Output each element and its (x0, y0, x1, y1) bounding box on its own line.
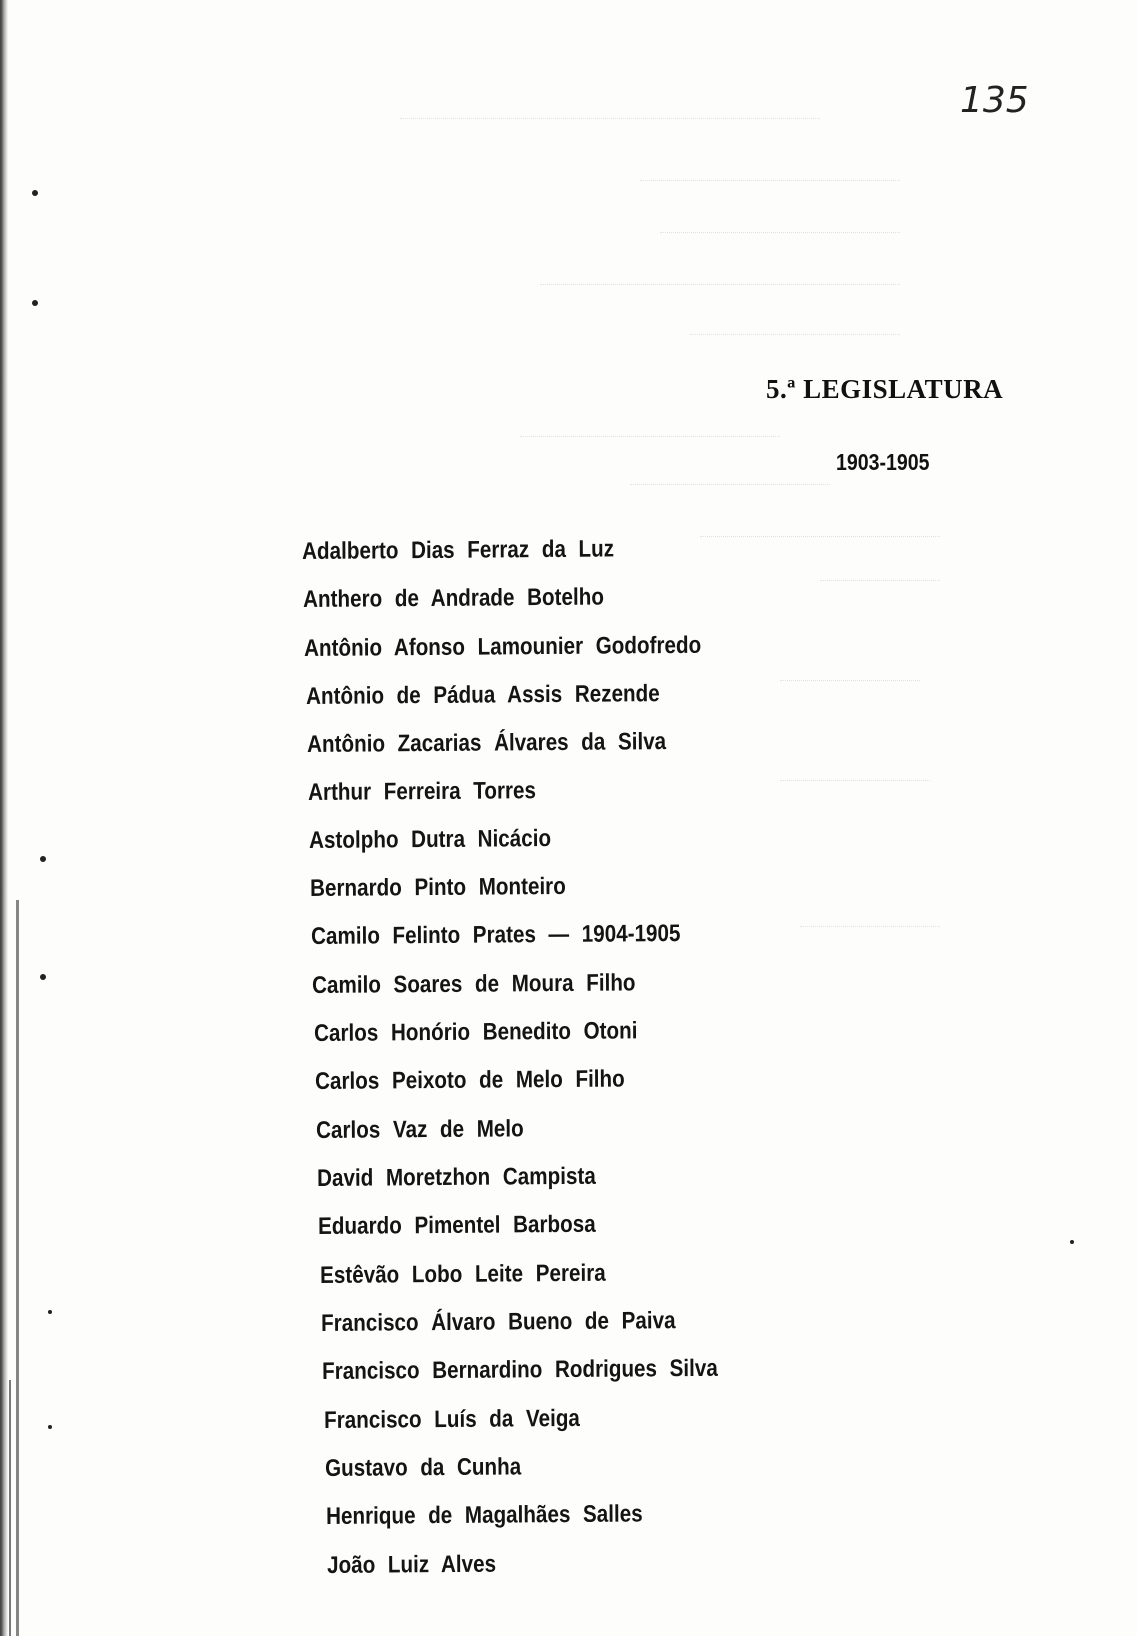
deputy-name: Henrique de Magalhães Salles (326, 1500, 643, 1530)
show-through-smudge (780, 780, 930, 795)
deputy-name: Francisco Bernardino Rodrigues Silva (322, 1354, 718, 1385)
deputy-name: Bernardo Pinto Monteiro (310, 872, 566, 902)
deputy-name: Eduardo Pimentel Barbosa (318, 1210, 596, 1240)
show-through-smudge (700, 536, 940, 551)
scan-speck (40, 856, 46, 862)
scan-speck (48, 1310, 52, 1314)
deputy-name: Arthur Ferreira Torres (308, 777, 537, 806)
deputy-name: Carlos Honório Benedito Otoni (314, 1017, 638, 1047)
show-through-smudge (690, 334, 900, 349)
deputy-name: David Moretzhon Campista (317, 1162, 596, 1192)
deputy-name: Francisco Luís da Veiga (324, 1404, 580, 1434)
scan-speck (40, 974, 46, 980)
deputy-name: Adalberto Dias Ferraz da Luz (302, 535, 615, 565)
deputy-name: Antônio de Pádua Assis Rezende (306, 680, 660, 710)
show-through-smudge (400, 118, 820, 133)
deputy-name: Antônio Zacarias Álvares da Silva (307, 728, 667, 758)
scan-speck (32, 300, 38, 306)
deputy-name: João Luiz Alves (327, 1550, 497, 1579)
scan-speck (1070, 1240, 1074, 1244)
show-through-smudge (640, 180, 900, 195)
deputy-name: Estêvão Lobo Leite Pereira (320, 1259, 606, 1289)
deputy-name: Antônio Afonso Lamounier Godofredo (304, 631, 702, 662)
scanned-edge-shadow-lower (9, 1380, 11, 1636)
show-through-smudge (520, 436, 780, 451)
show-through-smudge (820, 580, 940, 595)
deputy-name: Gustavo da Cunha (325, 1453, 522, 1482)
deputy-name: Anthero de Andrade Botelho (303, 583, 604, 613)
scanned-page-edge (0, 0, 8, 1636)
show-through-smudge (780, 680, 920, 695)
deputy-name: Camilo Soares de Moura Filho (312, 969, 636, 999)
deputy-name: Carlos Vaz de Melo (316, 1115, 524, 1144)
deputy-name: Carlos Peixoto de Melo Filho (315, 1065, 625, 1095)
scanned-edge-shadow (16, 900, 19, 1636)
show-through-smudge (660, 232, 900, 247)
scan-speck (48, 1425, 52, 1429)
scan-speck (32, 190, 38, 196)
show-through-smudge (630, 484, 830, 499)
show-through-smudge (540, 284, 900, 299)
deputy-name: Francisco Álvaro Bueno de Paiva (321, 1307, 676, 1337)
page-number: 135 (960, 80, 1029, 121)
deputy-name: Camilo Felinto Prates — 1904-1905 (311, 920, 681, 950)
deputy-name: Astolpho Dutra Nicácio (309, 825, 552, 854)
legislature-heading: 5.ª LEGISLATURA (766, 374, 1004, 404)
show-through-smudge (800, 926, 940, 941)
legislature-years: 1903-1905 (836, 449, 930, 475)
